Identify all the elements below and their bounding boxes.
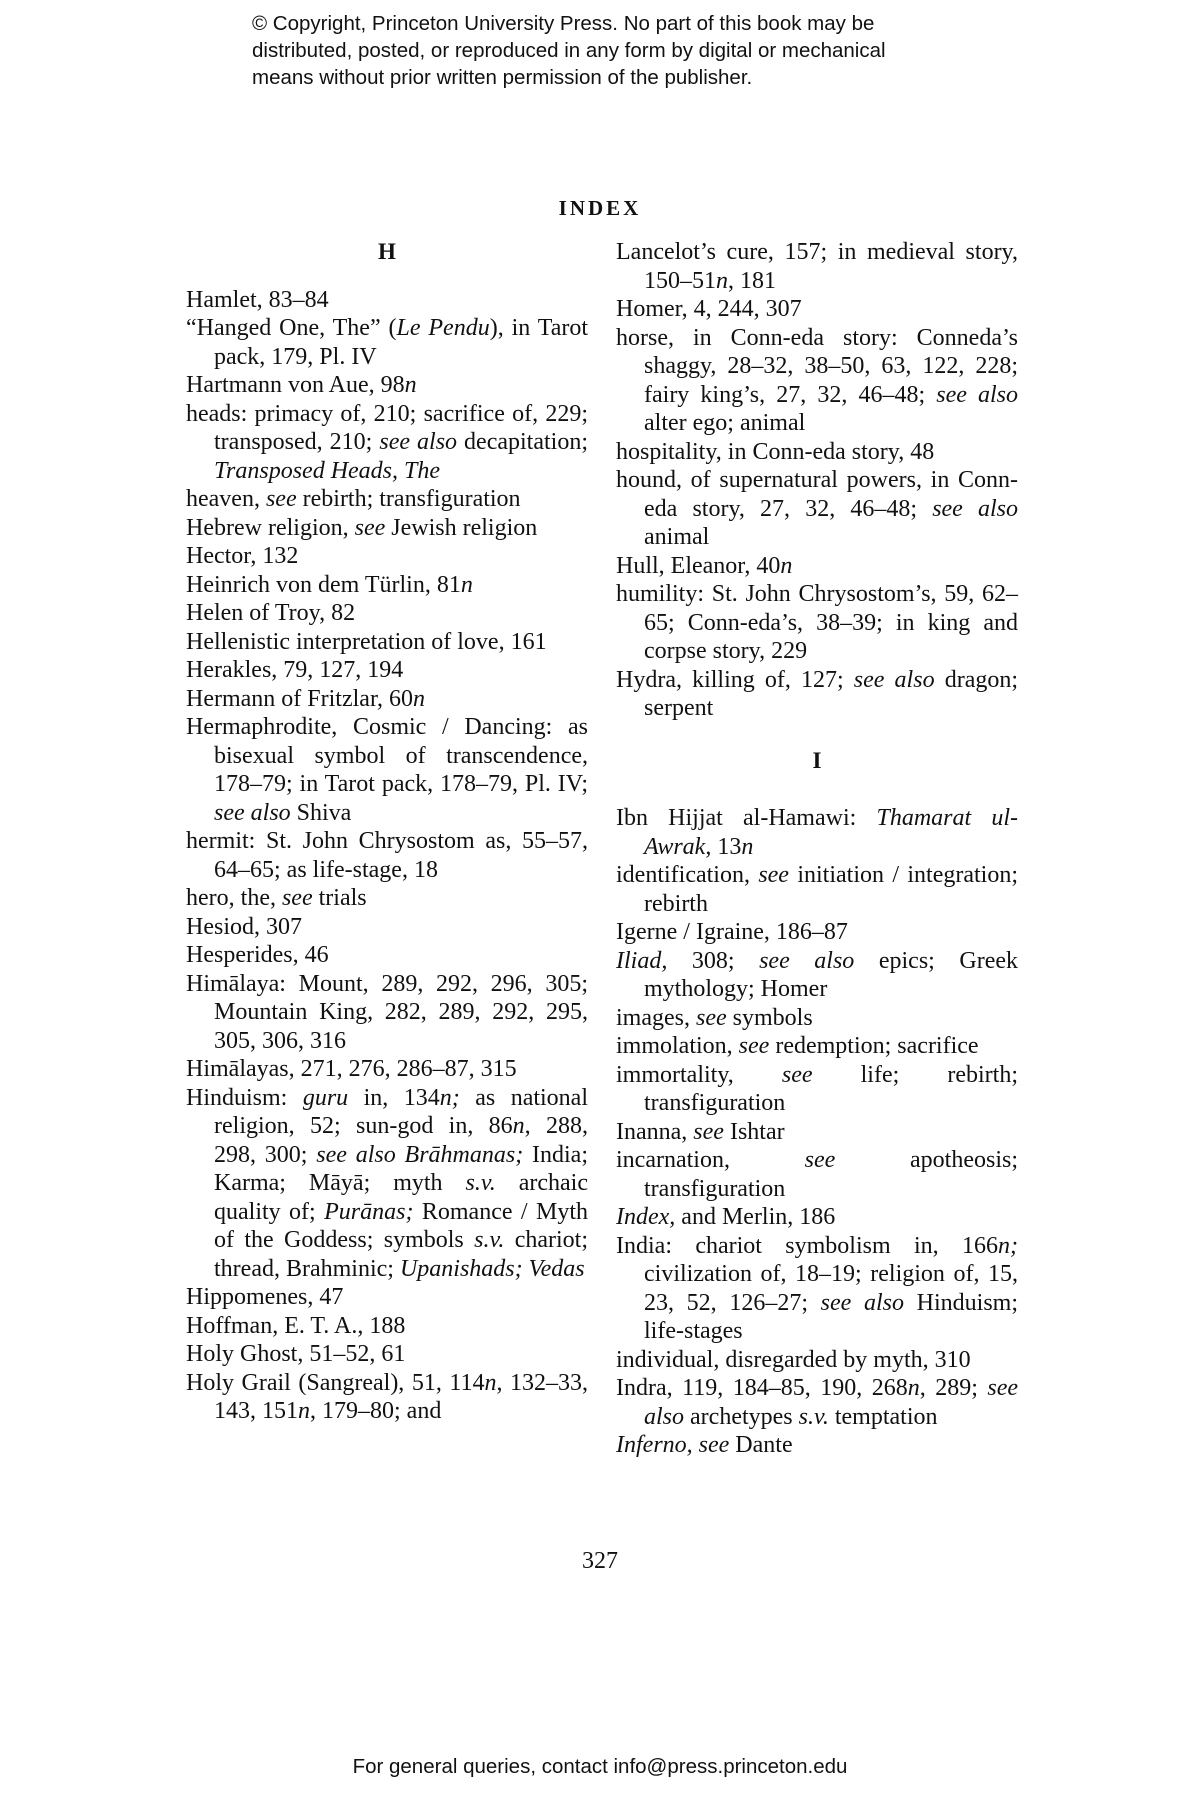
copyright-line: means without prior written permission of the publisher.: [252, 66, 753, 89]
index-entry: hospitality, in Conn-eda story, 48: [616, 438, 935, 465]
index-entry: Igerne / Igraine, 186–87: [616, 919, 848, 945]
index-entries-continued: [616, 238, 1018, 295]
index-entry: individual, disregarded by myth, 310: [616, 1346, 971, 1373]
index-entry: Hamlet, 83–84: [186, 286, 329, 313]
index-entry: Inanna, see Ishtar: [616, 1118, 785, 1145]
index-entry: “Hanged One, The” (Le Pendu), in Tarot pack, 179, Pl. IV: [186, 315, 589, 370]
page-title: INDEX: [558, 196, 642, 220]
index-entries: [186, 286, 588, 1426]
index-entry: Hellenistic interpretation of love, 161: [186, 628, 547, 655]
index-entry: Holy Grail (Sangreal), 51, 114n, 132–33, 143, 151n, 179–80; and: [186, 1369, 589, 1424]
index-entry: Hinduism: guru in, 134n; as national religion, 52; sun-god in, 86n, 288, 298, 300; see also Brāhmanas; India; Karma; Māyā; myth s.v. archaic quality of; Purānas; Romance / Myth of the Goddess; symbols s.v. chariot; thread, Brahminic; Upanishads; Vedas: [186, 1084, 589, 1282]
page-number: 327: [582, 1548, 618, 1574]
footer-contact: For general queries, contact info@press.princeton.edu: [352, 1755, 848, 1778]
index-entry: heads: primacy of, 210; sacrifice of, 229; transposed, 210; see also decapitation; Transposed Heads, The: [186, 400, 588, 484]
index-entry: Helen of Troy, 82: [186, 600, 356, 626]
index-entry: Hermaphrodite, Cosmic / Dancing: as bisexual symbol of transcendence, 178–79; in Tarot pack, 178–79, Pl. IV; see also Shiva: [186, 714, 588, 826]
index-entry: humility: St. John Chrysostom’s, 59, 62–65; Conn-eda’s, 38–39; in king and corpse story, 229: [616, 581, 1018, 664]
index-column-right: [616, 238, 1018, 1460]
index-entry: Inferno, see Dante: [616, 1432, 793, 1458]
index-entry: Hesperides, 46: [186, 942, 329, 968]
index-entry: Heinrich von dem Türlin, 81n: [186, 571, 473, 598]
index-entry: immortality, see life; rebirth; transfiguration: [616, 1061, 1018, 1116]
index-entry: identification, see initiation / integration; rebirth: [616, 862, 1018, 917]
index-entry: Indra, 119, 184–85, 190, 268n, 289; see also archetypes s.v. temptation: [616, 1375, 1019, 1430]
index-entry: images, see symbols: [616, 1004, 813, 1031]
index-entry: Hartmann von Aue, 98n: [186, 372, 417, 398]
index-entry: Hermann of Fritzlar, 60n: [186, 685, 425, 712]
index-entry: heaven, see rebirth; transfiguration: [186, 486, 521, 512]
index-entries-h: [616, 295, 1018, 723]
index-entry: Herakles, 79, 127, 194: [186, 657, 404, 683]
index-entry: Hydra, killing of, 127; see also dragon; serpent: [616, 666, 1019, 721]
index-entry: hermit: St. John Chrysostom as, 55–57, 64–65; as life-stage, 18: [186, 828, 588, 883]
index-column-left: [186, 238, 588, 1426]
index-entry: Iliad, 308; see also epics; Greek mythology; Homer: [616, 947, 1018, 1002]
index-entry: Hippomenes, 47: [186, 1284, 344, 1310]
index-entry: incarnation, see apotheosis; transfiguration: [616, 1147, 1018, 1202]
copyright-notice: [252, 10, 1012, 91]
index-entry: hound, of supernatural powers, in Conn-eda story, 27, 32, 46–48; see also animal: [616, 467, 1018, 550]
index-entry: Hesiod, 307: [186, 913, 302, 940]
index-entries-i: [616, 804, 1018, 1460]
section-letter-h: H: [378, 239, 396, 264]
section-letter-i: I: [812, 747, 822, 773]
index-entry: India: chariot symbolism in, 166n; civilization of, 18–19; religion of, 15, 23, 52, 126–27; see also Hinduism; life-stages: [616, 1232, 1019, 1344]
index-entry: Holy Ghost, 51–52, 61: [186, 1341, 406, 1367]
index-entry: Index, and Merlin, 186: [616, 1204, 836, 1230]
index-entry: Hector, 132: [186, 543, 299, 569]
index-entry: Lancelot’s cure, 157; in medieval story, 150–51n, 181: [616, 239, 1018, 294]
index-entry: horse, in Conn-eda story: Conneda’s shaggy, 28–32, 38–50, 63, 122, 228; fairy king’s, 27, 32, 46–48; see also alter ego; animal: [616, 324, 1019, 436]
index-entry: hero, the, see trials: [186, 885, 367, 911]
index-entry: Himālayas, 271, 276, 286–87, 315: [186, 1056, 517, 1082]
index-entry: immolation, see redemption; sacrifice: [616, 1033, 979, 1059]
index-entry: Himālaya: Mount, 289, 292, 296, 305; Mountain King, 282, 289, 292, 295, 305, 306, 316: [186, 970, 588, 1054]
copyright-line: distributed, posted, or reproduced in any form by digital or mechanical: [252, 39, 886, 62]
index-entry: Hull, Eleanor, 40n: [616, 552, 793, 579]
index-entry: Ibn Hijjat al-Hamawi: Thamarat ul-Awrak, 13n: [616, 805, 1018, 860]
index-entry: Homer, 4, 244, 307: [616, 296, 802, 322]
index-entry: Hoffman, E. T. A., 188: [186, 1312, 406, 1339]
index-entry: Hebrew religion, see Jewish religion: [186, 514, 538, 541]
copyright-line: © Copyright, Princeton University Press. No part of this book may be: [252, 12, 875, 35]
